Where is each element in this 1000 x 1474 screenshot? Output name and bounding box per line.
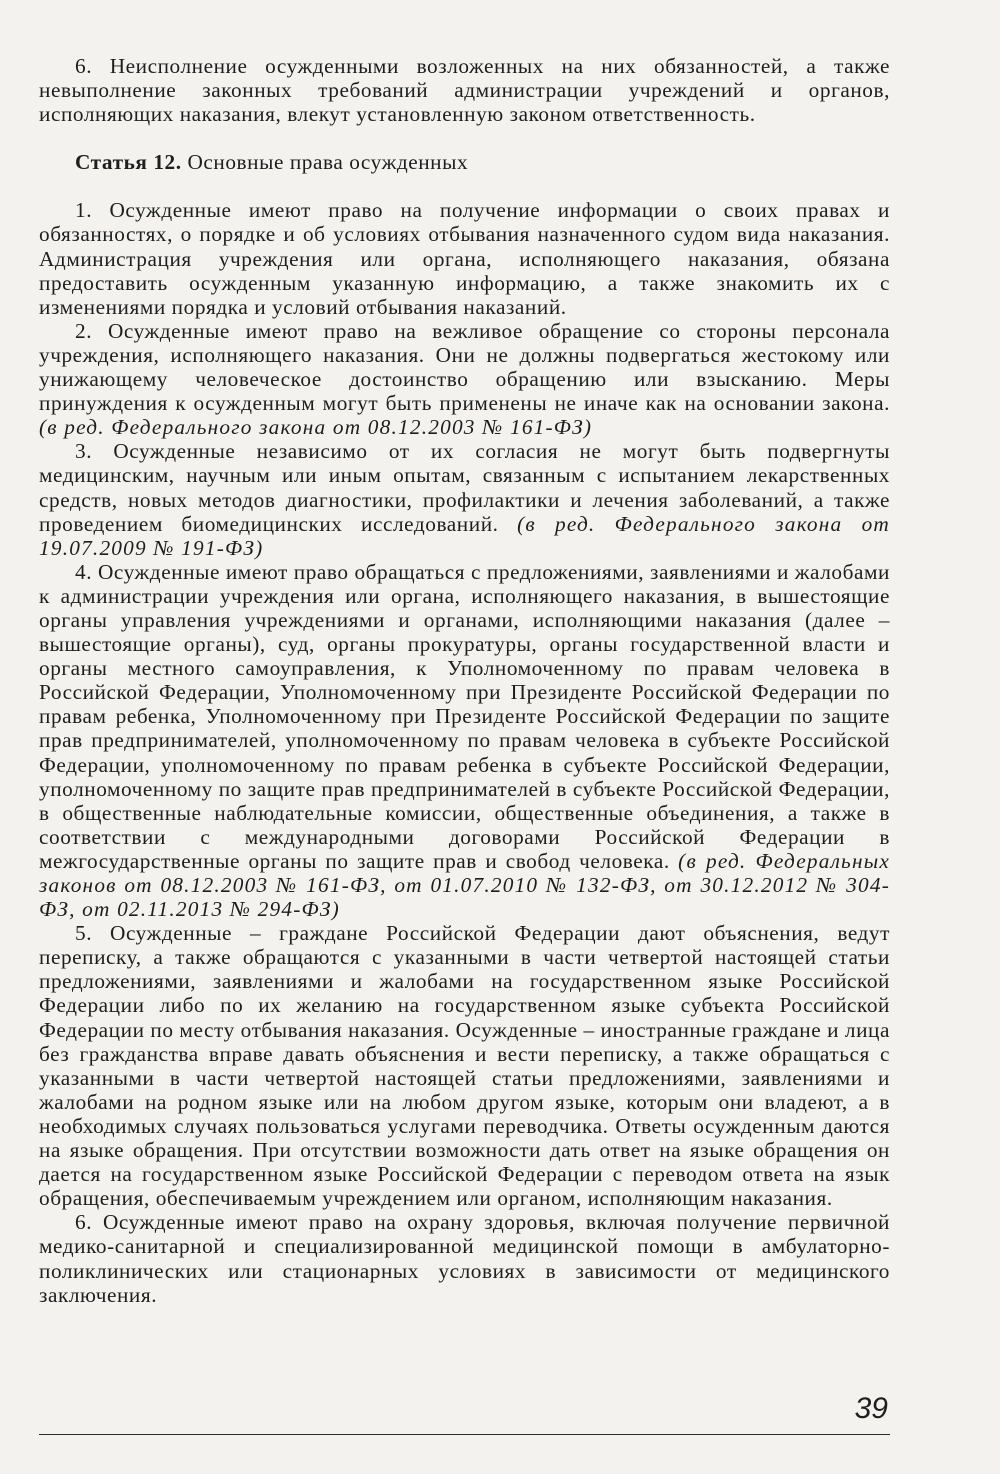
page-body: [39, 54, 890, 1307]
paragraph-text: 1. Осужденные имеют право на получение информации о своих правах и обязанностях, о порядке и об условиях отбывания назначенного судом вида наказания. Администрация учреждения или органа, исполняющего наказания, обязана предоставить осужденным указанную информацию, а также знакомить их с изменениями порядка и условий отбывания наказаний.: [39, 198, 890, 319]
paragraph-text: 6. Неисполнение осужденными возложенных на них обязанностей, а также невыполнение законных требований администрации учреждений и органов, исполняющих наказания, влекут установленную законом ответственность.: [39, 54, 890, 127]
paragraph-prev-article-6: [39, 54, 890, 126]
amendment-note: (в ред. Федерального закона от 08.12.2003 № 161-ФЗ): [39, 415, 593, 440]
page-number: 39: [854, 1392, 888, 1425]
article-heading: [39, 150, 890, 174]
paragraph-text: 3. Осужденные независимо от их согласия не могут быть подвергнуты медицинским, научным или иным опытам, связанным с испытанием лекарственных средств, новых методов диагностики, профилактики и лечения заболеваний, а также проведением биомедицинских исследований.: [39, 439, 890, 536]
paragraph-text: 2. Осужденные имеют право на вежливое обращение со стороны персонала учреждения, исполняющего наказания. Они не должны подвергаться жестокому или унижающему человеческое достоинство обращению или взысканию. Меры принуждения к осужденным могут быть применены не иначе как на основании закона.: [39, 318, 890, 416]
amendment-note: (в ред. Федеральных законов от 08.12.2003 № 161-ФЗ, от 01.07.2010 № 132-ФЗ, от 30.12.2012 № 304-ФЗ, от 02.11.2013 № 294-ФЗ): [39, 848, 890, 922]
footer-rule: [39, 1434, 890, 1435]
paragraph-4: [39, 560, 890, 921]
paragraph-text: 6. Осужденные имеют право на охрану здоровья, включая получение первичной медико-санитарной и специализированной медицинской помощи в амбулаторно-поликлинических или стационарных условиях в зависимости от медицинского заключения.: [39, 1210, 890, 1307]
paragraph-5: [39, 921, 890, 1210]
paragraph-text: 4. Осужденные имеют право обращаться с предложениями, заявлениями и жалобами к администрации учреждения или органа, исполняющего наказания, в вышестоящие органы управления учреждениями и органами, исполняющими наказания (далее – вышестоящие органы), суд, органы прокуратуры, органы государственной власти и органы местного самоуправления, к Уполномоченному по правам человека в Российской Федерации, Уполномоченному при Президенте Российской Федерации по правам ребенка, Уполномоченному при Президенте Российской Федерации по защите прав предпринимателей, уполномоченному по правам человека в субъекте Российской Федерации, уполномоченному по правам ребенка в субъекте Российской Федерации, уполномоченному по защите прав предпринимателей в субъекте Российской Федерации, в общественные наблюдательные комиссии, общественные объединения, а также в соответствии с международными договорами Российской Федерации в межгосударственные органы по защите прав и свобод человека.: [39, 559, 891, 873]
article-number: Статья 12.: [75, 150, 182, 175]
article-title: Основные права осужденных: [187, 150, 469, 175]
paragraph-text: 5. Осужденные – граждане Российской Федерации дают объяснения, ведут переписку, а также обращаются с указанными в части четвертой настоящей статьи предложениями, заявлениями и жалобами на государственном языке Российской Федерации либо по их желанию на государственном языке субъекта Российской Федерации по месту отбывания наказания. Осужденные – иностранные граждане и лица без гражданства вправе давать объяснения и вести переписку, а также обращаться с указанными в части четвертой настоящей статьи предложениями, заявлениями и жалобами на родном языке или на любом другом языке, которым они владеют, а в необходимых случаях пользоваться услугами переводчика. Ответы осужденным даются на языке обращения. При отсутствии возможности дать ответ на языке обращения он дается на государственном языке Российской Федерации с переводом ответа на язык обращения, обеспечиваемым учреждением или органом, исполняющим наказания.: [39, 921, 890, 1211]
paragraph-1: [39, 198, 890, 318]
amendment-note: (в ред. Федерального закона от 19.07.2009 № 191-ФЗ): [39, 511, 891, 560]
page-footer: [39, 1392, 890, 1440]
paragraph-2: [39, 319, 890, 439]
paragraph-3: [39, 439, 890, 559]
paragraph-6: [39, 1210, 890, 1306]
